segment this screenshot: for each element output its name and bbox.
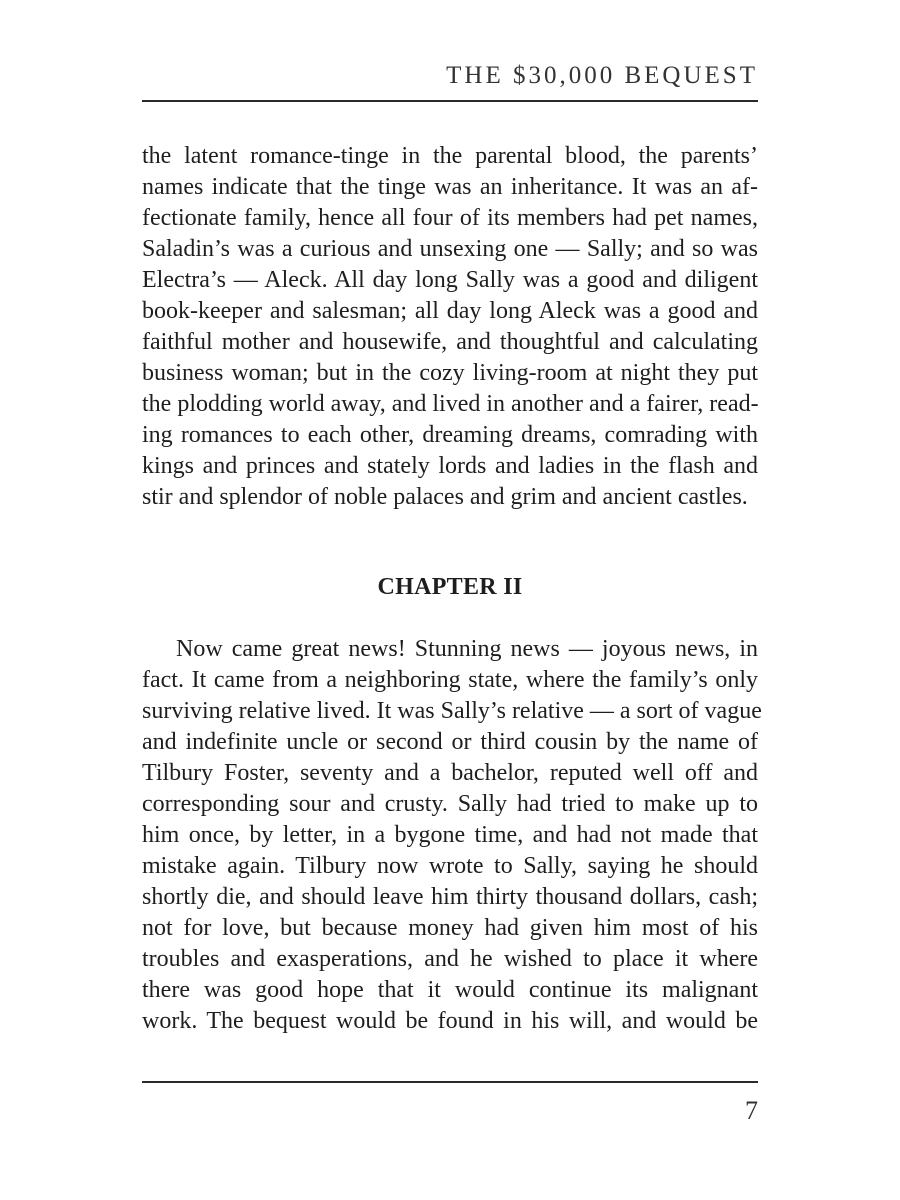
text-line: faithful mother and housewife, and thoughtful and calculating bbox=[142, 329, 758, 355]
page-number: 7 bbox=[745, 1096, 758, 1125]
text-line: shortly die, and should leave him thirty thousand dollars, cash; bbox=[142, 884, 758, 910]
text-line: Now came great news! Stunning news — joyous news, in bbox=[176, 636, 758, 662]
running-head: THE $30,000 BEQUEST bbox=[446, 62, 758, 89]
text-line: fact. It came from a neighboring state, where the family’s only bbox=[142, 667, 758, 693]
text-line: ing romances to each other, dreaming dreams, comrading with bbox=[142, 422, 758, 448]
chapter-heading: CHAPTER II bbox=[377, 574, 523, 600]
text-line: stir and splendor of noble palaces and grim and ancient castles. bbox=[142, 484, 748, 510]
header-rule bbox=[142, 100, 758, 102]
text-line: work. The bequest would be found in his will, and would be bbox=[142, 1008, 758, 1034]
text-line: business woman; but in the cozy living-room at night they put bbox=[142, 360, 758, 386]
paragraph-continuation bbox=[142, 141, 758, 513]
text-line: Electra’s — Aleck. All day long Sally was a good and diligent bbox=[142, 267, 758, 293]
text-line: mistake again. Tilbury now wrote to Sally, saying he should bbox=[142, 853, 758, 879]
text-line: the latent romance-tinge in the parental blood, the parents’ bbox=[142, 143, 758, 169]
text-line: fectionate family, hence all four of its members had pet names, bbox=[142, 205, 758, 231]
text-line: kings and princes and stately lords and ladies in the flash and bbox=[142, 453, 758, 479]
text-line: names indicate that the tinge was an inheritance. It was an af- bbox=[142, 174, 758, 200]
text-line: Saladin’s was a curious and unsexing one — Sally; and so was bbox=[142, 236, 758, 262]
text-line: troubles and exasperations, and he wished to place it where bbox=[142, 946, 758, 972]
text-line: surviving relative lived. It was Sally’s relative — a sort of vague bbox=[142, 698, 762, 724]
text-line: the plodding world away, and lived in another and a fairer, read- bbox=[142, 391, 759, 417]
text-line: corresponding sour and crusty. Sally had tried to make up to bbox=[142, 791, 758, 817]
text-line: book-keeper and salesman; all day long Aleck was a good and bbox=[142, 298, 758, 324]
footer-rule bbox=[142, 1081, 758, 1083]
text-line: him once, by letter, in a bygone time, and had not made that bbox=[142, 822, 758, 848]
text-line: not for love, but because money had given him most of his bbox=[142, 915, 758, 941]
text-line: Tilbury Foster, seventy and a bachelor, reputed well off and bbox=[142, 760, 758, 786]
paragraph-chapter-2 bbox=[142, 634, 762, 1037]
text-line: there was good hope that it would continue its malignant bbox=[142, 977, 758, 1003]
text-line: and indefinite uncle or second or third cousin by the name of bbox=[142, 729, 758, 755]
